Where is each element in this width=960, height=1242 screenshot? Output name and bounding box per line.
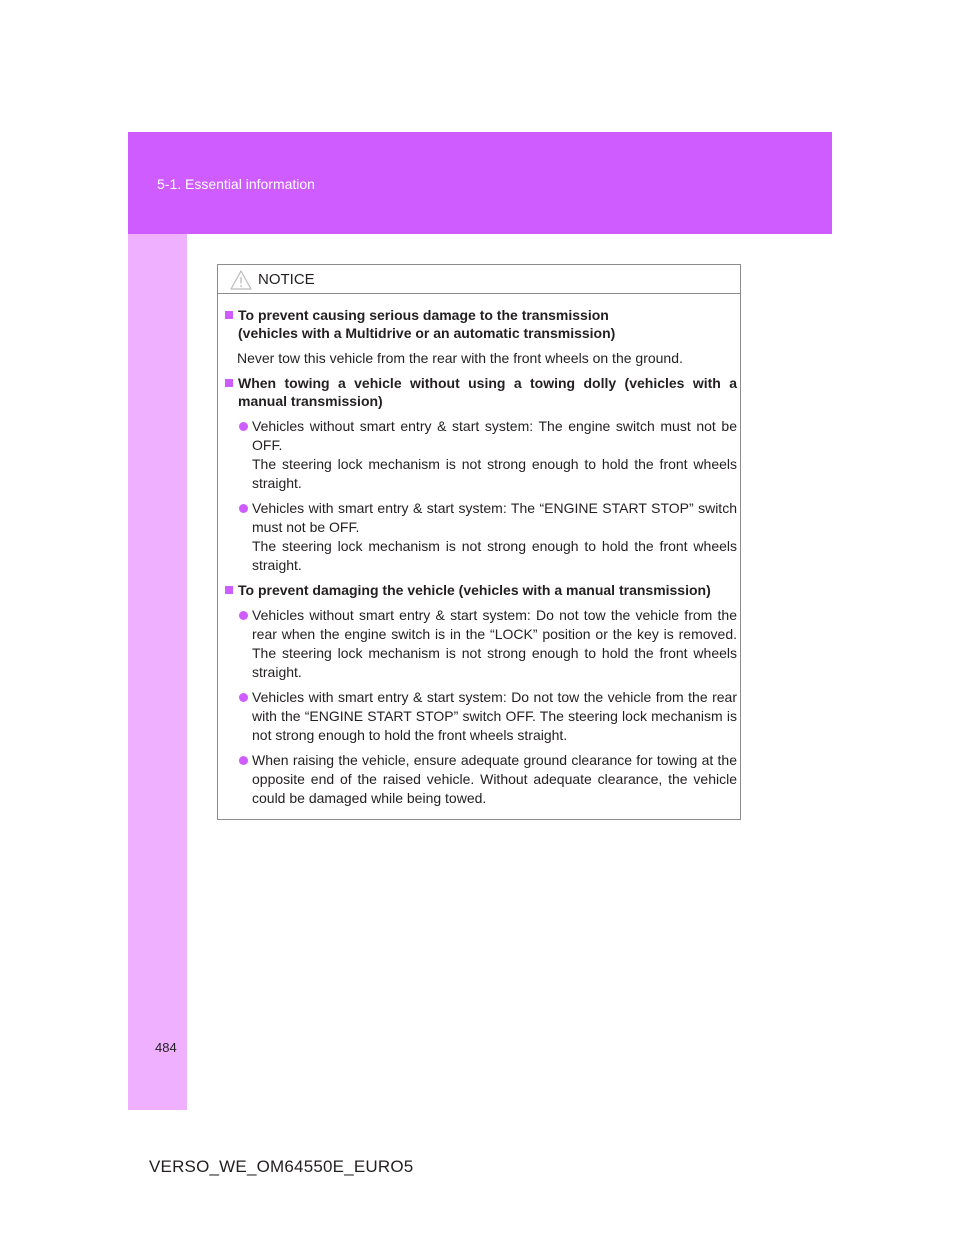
round-bullet-icon — [239, 756, 248, 765]
round-bullet-icon — [239, 611, 248, 620]
heading-text: When towing a vehicle without using a towing dolly (vehicles with a manual transmission) — [238, 375, 737, 409]
square-bullet-icon — [225, 379, 233, 387]
bullet-text-continued: The steering lock mechanism is not strong enough to hold the front wheels straight. — [252, 456, 737, 491]
warning-triangle-icon — [230, 270, 252, 290]
footer-code: VERSO_WE_OM64550E_EURO5 — [149, 1157, 414, 1176]
list-item — [223, 688, 737, 745]
bullet-text: Vehicles without smart entry & start system: The engine switch must not be OFF. — [252, 418, 737, 453]
bullet-text-continued: The steering lock mechanism is not strong enough to hold the front wheels straight. — [252, 538, 737, 573]
notice-title: NOTICE — [258, 271, 315, 288]
section-heading — [223, 581, 737, 599]
heading-text: To prevent damaging the vehicle (vehicles with a manual transmission) — [238, 582, 711, 598]
bullet-text: When raising the vehicle, ensure adequate ground clearance for towing at the opposite end of the raised vehicle. Without adequate clearance, the vehicle could be damaged while being towed. — [252, 752, 737, 806]
square-bullet-icon — [225, 586, 233, 594]
bullet-text: Vehicles with smart entry & start system: The “ENGINE START STOP” switch must not be OFF. — [252, 500, 737, 535]
page-number: 484 — [155, 1040, 177, 1055]
list-item — [223, 499, 737, 575]
bullet-text: Vehicles with smart entry & start system: Do not tow the vehicle from the rear with the “ENGINE START STOP” switch OFF. The steering lock mechanism is not strong enough to hold the front wheels straight. — [252, 689, 737, 743]
square-bullet-icon — [225, 311, 233, 319]
side-band — [128, 234, 187, 1110]
notice-box — [217, 264, 741, 820]
notice-body — [223, 306, 737, 814]
section-heading — [223, 374, 737, 410]
section-heading — [223, 306, 737, 342]
round-bullet-icon — [239, 504, 248, 513]
section-title: 5-1. Essential information — [157, 176, 315, 192]
list-item — [223, 751, 737, 808]
heading-text: To prevent causing serious damage to the transmission — [238, 307, 609, 323]
list-item — [223, 606, 737, 682]
round-bullet-icon — [239, 422, 248, 431]
list-item — [223, 417, 737, 493]
notice-header — [218, 265, 740, 294]
round-bullet-icon — [239, 693, 248, 702]
bullet-text: Vehicles without smart entry & start system: Do not tow the vehicle from the rear when the engine switch is in the “LOCK” position or the key is removed. The steering lock mechanism is not strong enough to hold the front wheels straight. — [252, 607, 737, 680]
heading-text-continued: (vehicles with a Multidrive or an automatic transmission) — [238, 325, 616, 341]
section-text: Never tow this vehicle from the rear with the front wheels on the ground. — [237, 350, 683, 366]
